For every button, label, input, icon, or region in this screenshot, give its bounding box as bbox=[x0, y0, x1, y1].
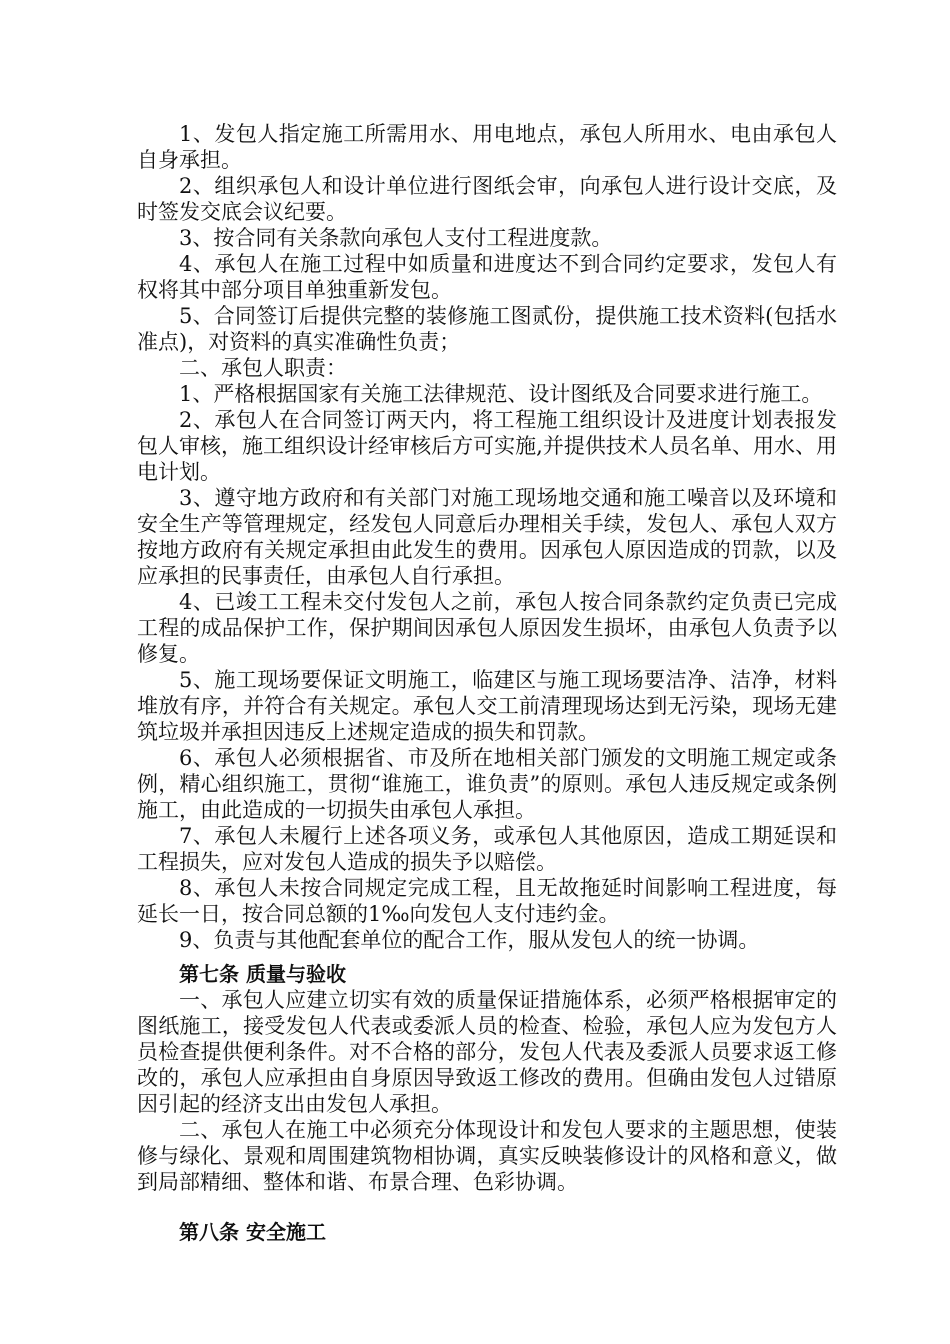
clause-paragraph: 5、合同签订后提供完整的装修施工图贰份，提供施工技术资料(包括水准点)，对资料的真实准确性负责； bbox=[137, 304, 837, 354]
clause-paragraph: 1、严格根据国家有关施工法律规范、设计图纸及合同要求进行施工。 bbox=[179, 382, 823, 406]
clause-paragraph: 2、承包人在合同签订两天内，将工程施工组织设计及进度计划表报发包人审核，施工组织设计经审核后方可实施,并提供技术人员名单、用水、用电计划。 bbox=[137, 408, 837, 484]
clause-paragraph: 9、负责与其他配套单位的配合工作，服从发包人的统一协调。 bbox=[179, 928, 760, 952]
clause-paragraph: 3、遵守地方政府和有关部门对施工现场地交通和施工噪音以及环境和安全生产等管理规定，经发包人同意后办理相关手续，发包人、承包人双方按地方政府有关规定承担由此发生的费用。因承包人原因造成的罚款，以及应承担的民事责任，由承包人自行承担。 bbox=[137, 486, 837, 588]
document-body bbox=[137, 121, 837, 1245]
clause-paragraph: 5、施工现场要保证文明施工，临建区与施工现场要洁净、洁净，材料堆放有序，并符合有关规定。承包人交工前清理现场达到无污染，现场无建筑垃圾并承担因违反上述规定造成的损失和罚款。 bbox=[137, 668, 837, 744]
clause-paragraph: 6、承包人必须根据省、市及所在地相关部门颁发的文明施工规定或条例，精心组织施工，贯彻“谁施工，谁负责”的原则。承包人违反规定或条例施工，由此造成的一切损失由承包人承担。 bbox=[137, 746, 837, 822]
clause-paragraph: 1、发包人指定施工所需用水、用电地点，承包人所用水、电由承包人自身承担。 bbox=[137, 122, 837, 172]
clause-paragraph: 一、承包人应建立切实有效的质量保证措施体系，必须严格根据审定的图纸施工，接受发包人代表或委派人员的检查、检验，承包人应为发包方人员检查提供便利条件。对不合格的部分，发包人代表及委派人员要求返工修改的，承包人应承担由自身原因导致返工修改的费用。但确由发包人过错原因引起的经济支出由发包人承担。 bbox=[137, 988, 837, 1116]
clause-paragraph: 4、承包人在施工过程中如质量和进度达不到合同约定要求，发包人有权将其中部分项目单独重新发包。 bbox=[137, 252, 837, 302]
article-8-heading: 第八条 安全施工 bbox=[179, 1220, 326, 1244]
article-7-heading: 第七条 质量与验收 bbox=[179, 962, 346, 986]
clause-paragraph: 二、承包人在施工中必须充分体现设计和发包人要求的主题思想，使装修与绿化、景观和周围建筑物相协调，真实反映装修设计的风格和意义，做到局部精细、整体和谐、布景合理、色彩协调。 bbox=[137, 1118, 837, 1194]
clause-paragraph: 7、承包人未履行上述各项义务，或承包人其他原因，造成工期延误和工程损失，应对发包人造成的损失予以赔偿。 bbox=[137, 824, 837, 874]
clause-paragraph: 4、已竣工工程未交付发包人之前，承包人按合同条款约定负责已完成工程的成品保护工作，保护期间因承包人原因发生损坏，由承包人负责予以修复。 bbox=[137, 590, 837, 666]
section-subheading: 二、承包人职责： bbox=[179, 356, 347, 380]
clause-paragraph: 2、组织承包人和设计单位进行图纸会审，向承包人进行设计交底，及时签发交底会议纪要。 bbox=[137, 174, 837, 224]
clause-paragraph: 3、按合同有关条款向承包人支付工程进度款。 bbox=[179, 226, 613, 250]
clause-paragraph: 8、承包人未按合同规定完成工程，且无故拖延时间影响工程进度，每延长一日，按合同总额的1‰向发包人支付违约金。 bbox=[137, 876, 837, 926]
